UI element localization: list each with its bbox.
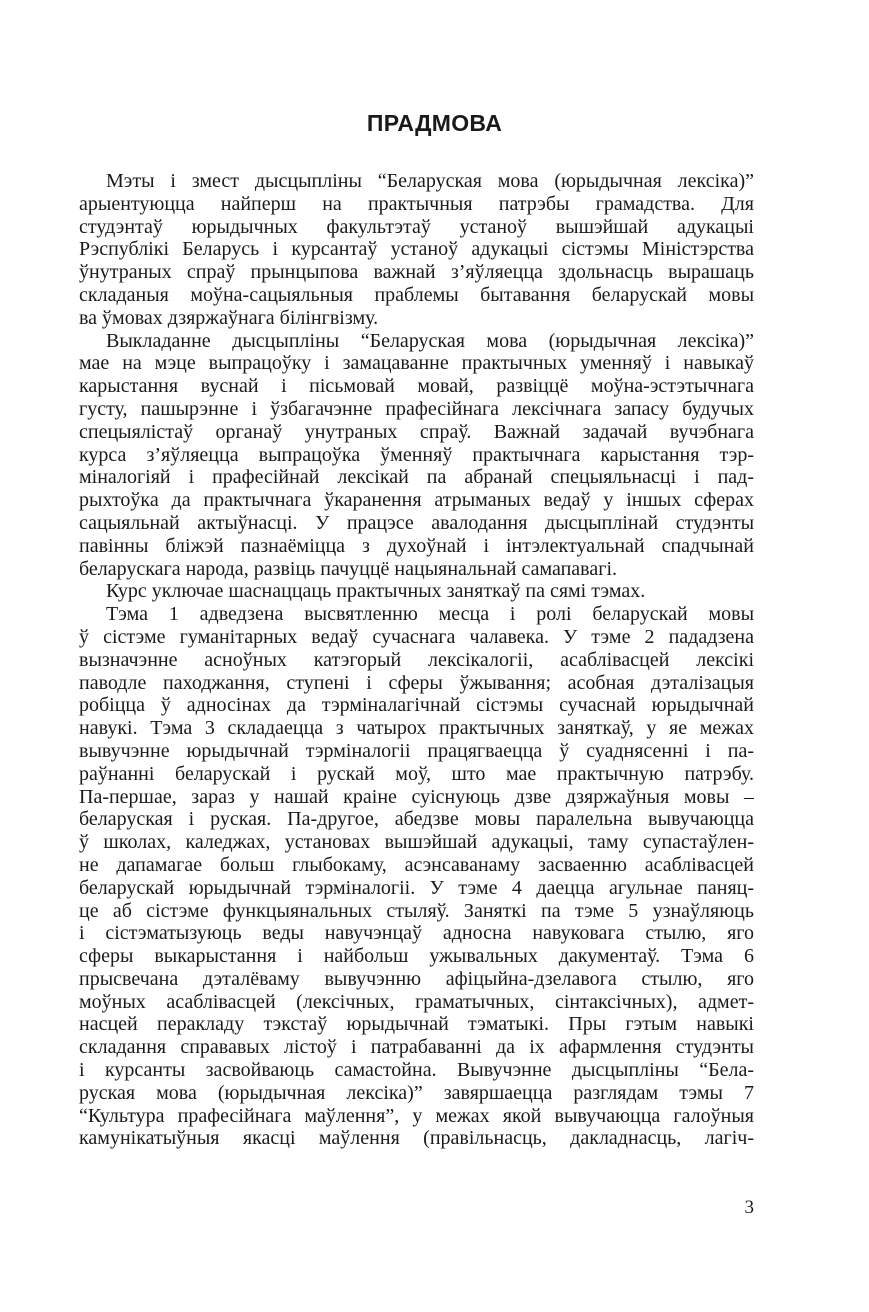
text-line: студэнтаў юрыдычных факультэтаў устаноў вышэйшай адукацыі bbox=[79, 215, 754, 238]
body-text bbox=[79, 170, 754, 1150]
text-line: беларускага народа, развіць пачуццё нацыянальнай самапавагі. bbox=[79, 557, 617, 580]
text-line: не дапамагае больш глыбокаму, асэнсаванаму засваенню асаблівасцей bbox=[79, 853, 754, 876]
text-line: курса з’яўляецца выпрацоўка ўменняў практычнага карыстання тэр- bbox=[79, 443, 754, 466]
text-line: мае на мэце выпрацоўку і замацаванне практычных уменняў і навыкаў bbox=[79, 352, 754, 375]
text-line: робіцца ў адносінах да тэрміналагічнай сістэмы сучаснай юрыдычнай bbox=[79, 694, 754, 717]
text-line: ў сістэме гуманітарных ведаў сучаснага чалавека. У тэме 2 пададзена bbox=[79, 625, 754, 648]
page-title: ПРАДМОВА bbox=[366, 110, 503, 136]
text-line: руская мова (юрыдычная лексіка)” завяршаецца разглядам тэмы 7 bbox=[79, 1081, 754, 1104]
text-line: камунікатыўныя якасці маўлення (правільнасць, дакладнасць, лагіч- bbox=[79, 1127, 754, 1150]
text-line: моўных асаблівасцей (лексічных, граматычных, сінтаксічных), адмет- bbox=[79, 990, 754, 1013]
text-line: Па-першае, зараз у нашай краіне суіснуюць дзве дзяржаўныя мовы – bbox=[79, 785, 754, 808]
text-line: і сістэматызуюць веды навучэнцаў адносна навуковага стылю, яго bbox=[79, 922, 754, 945]
text-line: арыентуюцца найперш на практычныя патрэбы грамадства. Для bbox=[79, 192, 754, 215]
text-line: Курс уключае шаснаццаць практычных заняткаў па сямі тэмах. bbox=[106, 580, 646, 603]
text-line: навукі. Тэма 3 складаецца з чатырох практычных заняткаў, у яе межах bbox=[79, 717, 754, 740]
text-line: вызначэнне асноўных катэгорый лексікалогіі, асаблівасцей лексікі bbox=[79, 648, 754, 671]
text-line: насцей перакладу тэкстаў юрыдычнай тэматыкі. Пры гэтым навыкі bbox=[79, 1013, 754, 1036]
text-line: Тэма 1 адведзена высвятленню месца і ролі беларускай мовы bbox=[106, 603, 754, 626]
text-line: вывучэнне юрыдычнай тэрміналогіі працягваецца ў суаднясенні і па- bbox=[79, 739, 754, 762]
text-line: карыстання вуснай і пісьмовай мовай, развіццё моўна-эстэтычнага bbox=[79, 375, 754, 398]
page-number: 3 bbox=[744, 1197, 754, 1218]
text-line: рыхтоўка да практычнага ўкаранення атрыманых ведаў у іншых сферах bbox=[79, 489, 754, 512]
text-line: складаныя моўна-сацыяльныя праблемы бытавання беларускай мовы bbox=[79, 283, 754, 306]
text-line: павінны бліжэй пазнаёміцца з духоўнай і інтэлектуальнай спадчынай bbox=[79, 534, 754, 557]
text-line: ў школах, каледжах, установах вышэйшай адукацыі, таму супастаўлен- bbox=[79, 831, 754, 854]
text-line: сацыяльнай актыўнасці. У працэсе авалодання дысцыплінай студэнты bbox=[79, 511, 754, 534]
text-line: ва ўмовах дзяржаўнага білінгвізму. bbox=[79, 306, 379, 329]
text-line: Выкладанне дысцыпліны “Беларуская мова (юрыдычная лексіка)” bbox=[106, 329, 754, 352]
text-line: це аб сістэме функцыянальных стыляў. Заняткі па тэме 5 узнаўляюць bbox=[79, 899, 754, 922]
text-line: Мэты і змест дысцыпліны “Беларуская мова (юрыдычная лексіка)” bbox=[106, 170, 754, 192]
text-line: сферы выкарыстання і найбольш ужывальных дакументаў. Тэма 6 bbox=[79, 945, 754, 968]
text-line: густу, пашырэнне і ўзбагачэнне прафесійнага лексічнага запасу будучых bbox=[79, 397, 754, 420]
text-line: беларускай юрыдычнай тэрміналогіі. У тэме 4 даецца агульнае паняц- bbox=[79, 876, 754, 899]
text-line: складання справавых лістоў і патрабаванні да іх афармлення студэнты bbox=[79, 1036, 754, 1059]
text-line: Рэспублікі Беларусь і курсантаў устаноў адукацыі сістэмы Міністэрства bbox=[79, 238, 754, 261]
text-line: і курсанты засвойваюць самастойна. Вывучэнне дысцыпліны “Бела- bbox=[79, 1059, 754, 1082]
text-line: ўнутраных спраў прынцыпова важнай з’яўляецца здольнасць вырашаць bbox=[79, 261, 754, 284]
text-line: спецыялістаў органаў унутраных спраў. Важнай задачай вучэбнага bbox=[79, 420, 754, 443]
text-line: прысвечана дэталёваму вывучэнню афіцыйна-дзелавога стылю, яго bbox=[79, 967, 754, 990]
text-line: “Культура прафесійнага маўлення”, у межах якой вывучаюцца галоўныя bbox=[79, 1104, 754, 1127]
text-line: раўнанні беларускай і рускай моў, што мае практычную патрэбу. bbox=[79, 762, 754, 785]
text-line: міналогіяй і прафесійнай лексікай па абранай спецыяльнасці і пад- bbox=[79, 466, 754, 489]
text-line: беларуская і руская. Па-другое, абедзве мовы паралельна вывучаюцца bbox=[79, 808, 754, 831]
text-line: паводле паходжання, ступені і сферы ўжывання; асобная дэталізацыя bbox=[79, 671, 754, 694]
